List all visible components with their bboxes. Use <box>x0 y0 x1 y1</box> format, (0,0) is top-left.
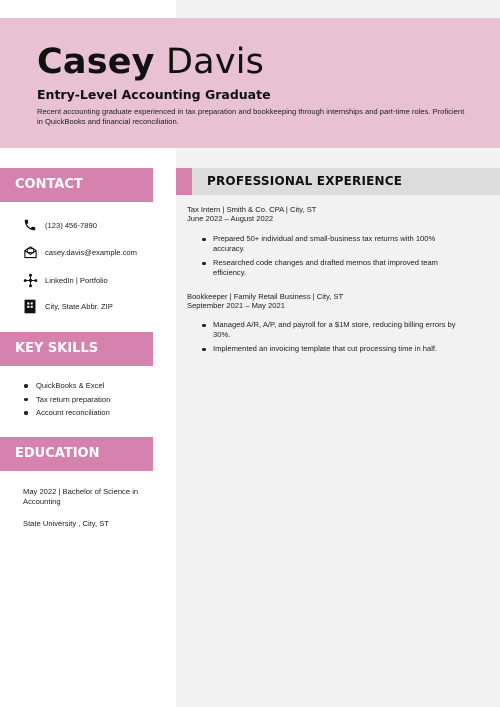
contact-phone <box>22 216 97 234</box>
phone-text: (123) 456-7890 <box>45 220 97 230</box>
job-bullet: Prepared 50+ individual and small-business tax returns with 100% accuracy. <box>200 234 460 254</box>
building-icon <box>22 298 38 314</box>
job-title: Tax Intern | Smith & Co. CPA | City, ST <box>187 205 317 214</box>
skill-item: Tax return preparation <box>22 393 110 407</box>
network-icon <box>22 272 38 288</box>
address-text: City, State Abbr. ZIP <box>45 301 113 311</box>
job-bullet: Implemented an invoicing template that cut processing time in half. <box>200 344 460 354</box>
candidate-name <box>37 42 264 82</box>
heading-accent <box>176 168 192 195</box>
contact-links <box>22 271 108 289</box>
skills-list <box>22 379 110 420</box>
skills-heading: KEY SKILLS <box>0 332 153 366</box>
last-name: Davis <box>166 42 265 82</box>
job-dates: June 2022 – August 2022 <box>187 214 274 223</box>
contact-email <box>22 243 137 261</box>
job-bullet: Managed A/R, A/P, and payroll for a $1M store, reducing billing errors by 30%. <box>200 320 460 340</box>
job-dates: September 2021 – May 2021 <box>187 301 285 310</box>
job-bullet: Researched code changes and drafted memos that improved team efficiency. <box>200 258 460 278</box>
education-heading: EDUCATION <box>0 437 153 471</box>
links-text[interactable]: LinkedIn | Portfolio <box>45 275 108 285</box>
experience-heading-bar <box>176 168 500 195</box>
job-target-title: Entry-Level Accounting Graduate <box>37 87 271 102</box>
email-text[interactable]: casey.davis@example.com <box>45 247 137 257</box>
job-bullets <box>200 320 460 358</box>
skill-item: QuickBooks & Excel <box>22 379 110 393</box>
education-school: State University , City, ST <box>23 519 109 528</box>
phone-icon <box>22 217 38 233</box>
contact-address <box>22 297 113 315</box>
skill-item: Account reconciliation <box>22 406 110 420</box>
contact-heading: CONTACT <box>0 168 153 202</box>
header-banner <box>0 18 500 148</box>
summary-text: Recent accounting graduate experienced in tax preparation and bookkeeping through internships and part-time roles. Proficient in QuickBooks and financial reconciliation. <box>37 107 465 126</box>
first-name: Casey <box>37 42 155 82</box>
job-bullets <box>200 234 460 282</box>
education-degree: May 2022 | Bachelor of Science in Accounting <box>23 487 139 506</box>
job-title: Bookkeeper | Family Retail Business | City, ST <box>187 292 344 301</box>
email-icon <box>22 244 38 260</box>
experience-heading: PROFESSIONAL EXPERIENCE <box>207 174 403 188</box>
